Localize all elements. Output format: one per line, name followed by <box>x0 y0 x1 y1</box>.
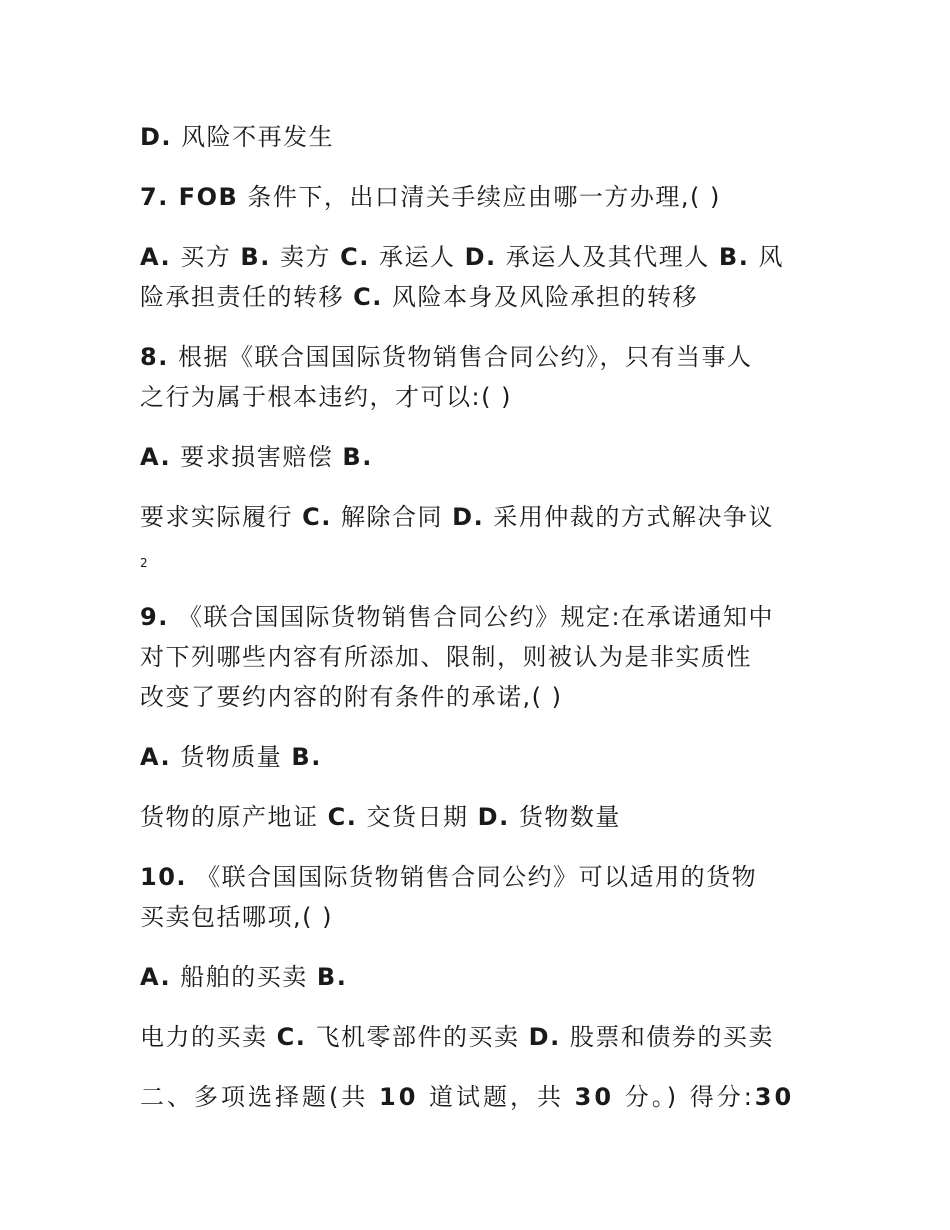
bold-label: 10. <box>140 863 188 891</box>
text-line <box>140 1017 774 1057</box>
text-segment: 货物质量 <box>171 743 292 771</box>
text-segment: 风险本身及风险承担的转移 <box>382 283 699 311</box>
text-segment: 船舶的买卖 <box>171 963 317 991</box>
bold-label: A. <box>140 963 172 991</box>
bold-label: D. <box>477 803 510 831</box>
text-segment: 之行为属于根本违约，才可以:( ) <box>140 383 512 411</box>
text-segment: 要求损害赔偿 <box>171 443 343 471</box>
bold-label: B. <box>316 963 348 991</box>
bold-label: C. <box>340 243 370 271</box>
text-segment: 交货日期 <box>357 803 478 831</box>
bold-label: B. <box>291 743 322 771</box>
text-line <box>140 737 322 777</box>
text-line <box>140 677 562 717</box>
text-segment: 风 <box>749 243 784 271</box>
bold-label: 30 <box>754 1083 795 1111</box>
text-segment: 险承担责任的转移 <box>140 283 354 311</box>
question-9 <box>140 597 774 637</box>
text-line <box>140 637 752 677</box>
bold-label: A. <box>140 743 172 771</box>
section-heading <box>140 1077 794 1117</box>
text-line <box>140 437 373 477</box>
text-segment: 道试题，共 <box>418 1083 575 1111</box>
bold-label: 7. FOB <box>140 183 239 211</box>
text-segment: 条件下，出口清关手续应由哪一方办理,( ) <box>238 183 721 211</box>
bold-label: A. <box>140 443 172 471</box>
bold-label: 9. <box>140 603 169 631</box>
text-segment: 风险不再发生 <box>172 123 335 151</box>
text-line <box>140 897 333 937</box>
text-segment: 承运人及其代理人 <box>496 243 719 271</box>
text-line <box>140 237 784 277</box>
text-segment: 要求实际履行 <box>140 503 303 531</box>
text-segment: 《联合国国际货物销售合同公约》规定:在承诺通知中 <box>168 603 775 631</box>
question-7 <box>140 177 721 217</box>
text-segment: 根据《联合国国际货物销售合同公约》，只有当事人 <box>168 343 753 371</box>
text-segment: 采用仲裁的方式解决争议 <box>484 503 774 531</box>
bold-label: D. <box>452 503 485 531</box>
text-segment: 电力的买卖 <box>140 1023 277 1051</box>
text-line <box>140 377 512 417</box>
text-segment: 对下列哪些内容有所添加、限制，则被认为是非实质性 <box>140 643 752 671</box>
text-segment: 《联合国国际货物销售合同公约》可以适用的货物 <box>187 863 758 891</box>
text-line <box>140 957 347 997</box>
question-10 <box>140 857 757 897</box>
bold-label: D. <box>528 1023 561 1051</box>
text-segment: 解除合同 <box>331 503 453 531</box>
bold-label: 8. <box>140 343 169 371</box>
bold-label: C. <box>353 283 383 311</box>
text-line <box>140 797 621 837</box>
text-line <box>140 277 698 317</box>
bold-label: B. <box>342 443 373 471</box>
question-8 <box>140 337 752 377</box>
text-segment: 买方 <box>171 243 241 271</box>
bold-label: A. <box>140 243 172 271</box>
bold-label: D. <box>140 123 173 151</box>
text-segment: 货物的原产地证 <box>140 803 328 831</box>
text-line <box>140 117 334 157</box>
bold-label: B. <box>718 243 750 271</box>
bold-label: B. <box>240 243 271 271</box>
bold-label: 30 <box>574 1083 615 1111</box>
text-segment: 改变了要约内容的附有条件的承诺,( ) <box>140 683 563 711</box>
text-segment: 买卖包括哪项,( ) <box>140 903 333 931</box>
text-segment: 股票和债券的买卖 <box>560 1023 774 1051</box>
text-line <box>140 497 774 537</box>
page-number: 2 <box>140 556 148 570</box>
text-segment: 卖方 <box>270 243 341 271</box>
text-segment: 承运人 <box>369 243 465 271</box>
text-segment: 飞机零部件的买卖 <box>306 1023 529 1051</box>
bold-label: C. <box>276 1023 307 1051</box>
bold-label: 10 <box>379 1083 419 1111</box>
text-segment: 二、多项选择题(共 <box>140 1083 379 1111</box>
bold-label: D. <box>464 243 497 271</box>
text-segment: 分。) 得分: <box>614 1083 755 1111</box>
bold-label: C. <box>302 503 332 531</box>
bold-label: C. <box>327 803 358 831</box>
text-segment: 货物数量 <box>509 803 621 831</box>
